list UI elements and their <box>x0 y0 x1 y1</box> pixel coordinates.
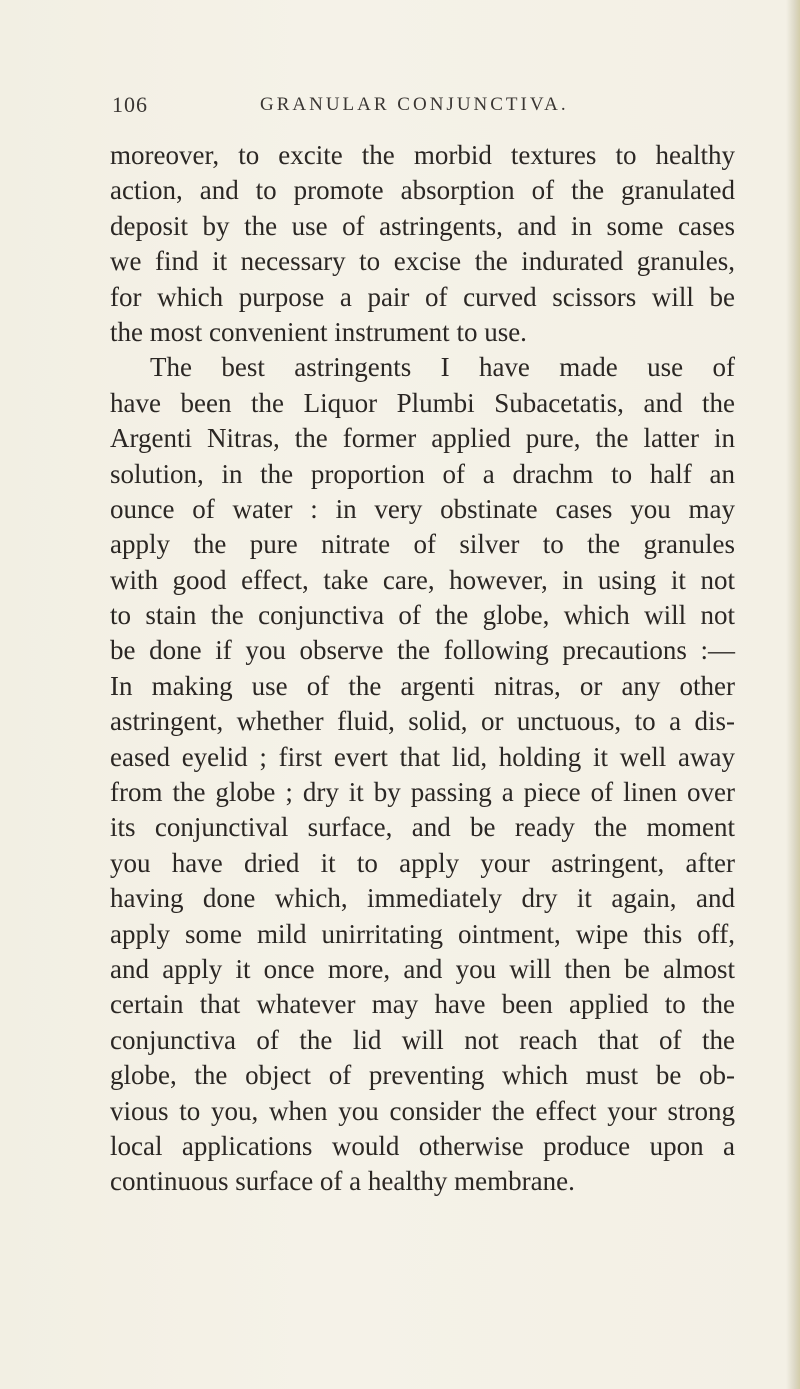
text-line: ounce of water : in very obstinate cases you may <box>110 493 735 524</box>
body-text <box>110 138 735 1200</box>
text-line: globe, the object of preventing which must be ob- <box>110 1060 735 1091</box>
page-number: 106 <box>112 92 148 117</box>
text-line: have been the Liquor Plumbi Subacetatis, and the <box>110 387 735 418</box>
text-line: certain that whatever may have been applied to the <box>110 989 735 1020</box>
text-line: to stain the conjunctiva of the globe, which will not <box>110 600 735 631</box>
text-line: you have dried it to apply your astringent, after <box>110 847 735 878</box>
text-line: apply the pure nitrate of silver to the granules <box>110 529 735 560</box>
text-line: we find it necessary to excise the indurated granules, <box>110 246 735 277</box>
text-line: astringent, whether fluid, solid, or unctuous, to a dis- <box>110 706 735 737</box>
text-line: with good effect, take care, however, in using it not <box>110 564 735 595</box>
text-line: the most convenient instrument to use. <box>110 316 527 347</box>
running-head <box>112 92 732 122</box>
text-line: In making use of the argenti nitras, or any other <box>110 670 735 701</box>
text-line: from the globe ; dry it by passing a piece of linen over <box>110 777 735 808</box>
text-line: Argenti Nitras, the former applied pure, the latter in <box>110 423 735 454</box>
text-line: apply some mild unirritating ointment, wipe this off, <box>110 918 735 949</box>
text-line: its conjunctival surface, and be ready the moment <box>110 812 735 843</box>
text-line: be done if you observe the following precautions :— <box>110 635 735 666</box>
text-line: and apply it once more, and you will then be almost <box>110 953 735 984</box>
text-line: for which purpose a pair of curved scissors will be <box>110 281 735 312</box>
text-line: vious to you, when you consider the effect your strong <box>110 1095 735 1126</box>
text-line: action, and to promote absorption of the granulated <box>110 175 735 206</box>
text-line: conjunctiva of the lid will not reach that of the <box>110 1024 735 1055</box>
page-edge-shadow <box>786 0 800 1389</box>
text-line: deposit by the use of astringents, and in some cases <box>110 210 735 241</box>
text-line: continuous surface of a healthy membrane. <box>110 1166 575 1197</box>
text-line: eased eyelid ; first evert that lid, holding it well away <box>110 741 735 772</box>
text-line: moreover, to excite the morbid textures to healthy <box>110 140 735 170</box>
text-line: local applications would otherwise produce upon a <box>110 1130 735 1161</box>
text-line: solution, in the proportion of a drachm to half an <box>110 458 735 489</box>
running-title: GRANULAR CONJUNCTIVA. <box>260 94 569 115</box>
text-line: having done which, immediately dry it again, and <box>110 883 735 914</box>
text-line: The best astringents I have made use of <box>150 352 735 383</box>
